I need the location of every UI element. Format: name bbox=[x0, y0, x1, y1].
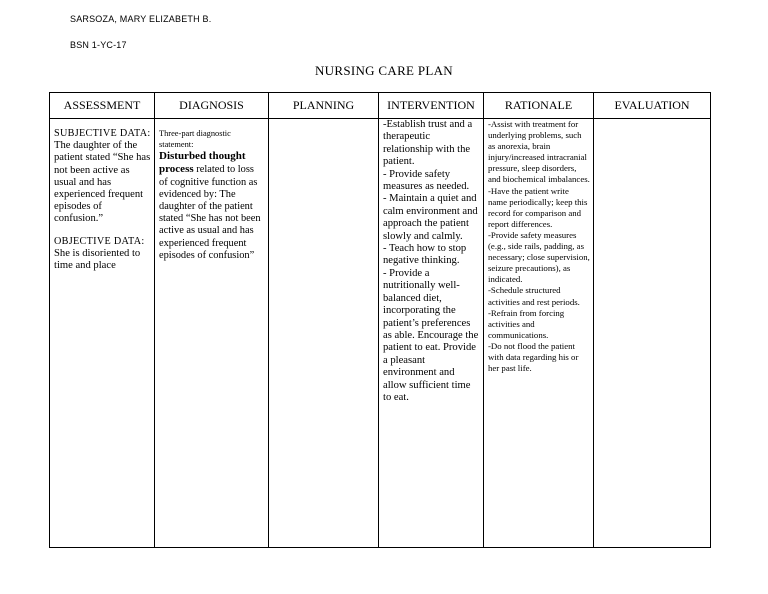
col-rationale: RATIONALE bbox=[484, 93, 594, 119]
intervention-item: - Teach how to stop negative thinking. bbox=[383, 243, 467, 267]
diagnosis-intro: Three-part diagnostic statement: bbox=[159, 129, 231, 149]
evaluation-text bbox=[594, 119, 710, 121]
intervention-item: - Provide safety measures as needed. bbox=[383, 168, 470, 193]
planning-cell bbox=[269, 119, 379, 548]
student-section: BSN 1-YC-17 bbox=[70, 40, 127, 50]
table-row bbox=[50, 119, 711, 548]
col-diagnosis: DIAGNOSIS bbox=[155, 93, 269, 119]
objective-text: She is disoriented to time and place bbox=[54, 247, 141, 272]
intervention-item: - Provide a nutritionally well-balanced diet, incorporating the patient’s preferences as able. Encourage the patient to eat. Provide a pleasant environment and allow sufficient time to eat. bbox=[383, 267, 479, 403]
col-evaluation: EVALUATION bbox=[594, 93, 711, 119]
rationale-item: -Assist with treatment for underlying problems, such as anorexia, brain injury/increased intracranial pressure, sleep disorders, and biochemical imbalances. bbox=[488, 119, 590, 185]
diagnosis-cell bbox=[155, 119, 269, 548]
rationale-item: -Refrain from forcing activities and communications. bbox=[488, 307, 565, 340]
care-plan-table bbox=[49, 92, 711, 548]
rationale-item: -Have the patient write name periodically; keep this record for comparison and report differences. bbox=[488, 185, 588, 229]
col-assessment: ASSESSMENT bbox=[50, 93, 155, 119]
rationale-item: -Do not flood the patient with data regarding his or her past life. bbox=[488, 340, 579, 374]
rationale-cell bbox=[484, 119, 594, 548]
evaluation-cell bbox=[594, 119, 711, 548]
student-name: SARSOZA, MARY ELIZABETH B. bbox=[70, 14, 212, 24]
subjective-text: The daughter of the patient stated “She has not been active as usual and has experienced frequent episodes of confusion.” bbox=[54, 140, 151, 225]
rationale-item: -Schedule structured activities and rest periods. bbox=[488, 285, 580, 307]
page-title: NURSING CARE PLAN bbox=[314, 63, 453, 78]
subjective-label: SUBJECTIVE DATA: bbox=[54, 128, 151, 139]
rationale-item: -Provide safety measures (e.g., side rails, padding, as necessary; close supervision, seizure precautions), as indicated. bbox=[488, 229, 590, 285]
col-intervention: INTERVENTION bbox=[379, 93, 484, 119]
intervention-item: - Maintain a quiet and calm environment and approach the patient slowly and calmly. bbox=[383, 193, 478, 242]
intervention-cell bbox=[379, 119, 484, 548]
diagnosis-text: related to loss of cognitive function as evidenced by: The daughter of the patient stated “She has not been active as usual and has experienced frequent episodes of confusion” bbox=[159, 164, 261, 261]
objective-label: OBJECTIVE DATA: bbox=[54, 235, 145, 247]
col-planning: PLANNING bbox=[269, 93, 379, 119]
header-row bbox=[50, 93, 711, 119]
diagnosis-bold: Disturbed thought process bbox=[159, 150, 246, 176]
planning-text bbox=[269, 119, 378, 121]
intervention-item: -Establish trust and a therapeutic relationship with the patient. bbox=[383, 119, 473, 168]
assessment-cell bbox=[50, 119, 155, 548]
